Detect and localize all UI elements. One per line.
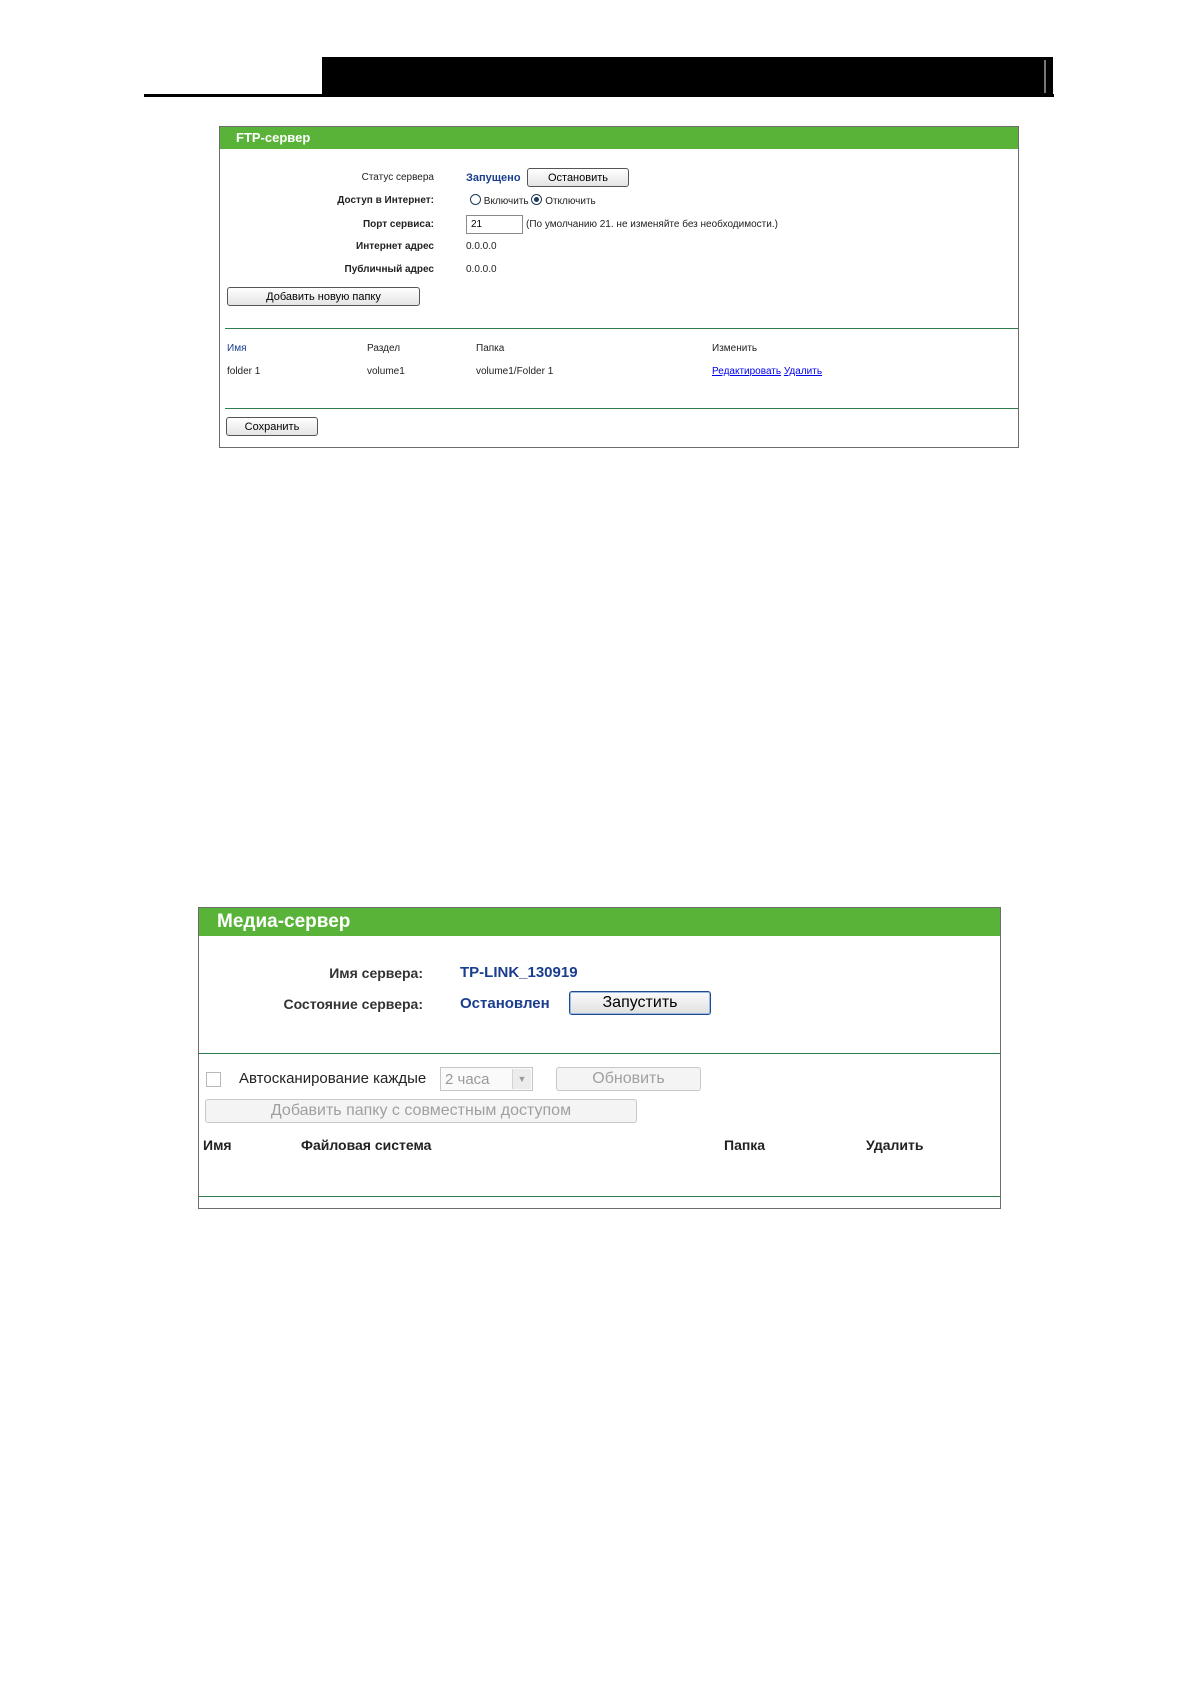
col-header-volume: Раздел [367, 343, 401, 354]
disable-radio-label[interactable]: Отключить [545, 196, 596, 207]
document-header-bar [322, 57, 1053, 96]
internet-address-value: 0.0.0.0 [466, 241, 497, 252]
media-col-header-filesystem: Файловая система [301, 1137, 432, 1153]
ftp-server-panel [219, 126, 1019, 448]
col-header-modify: Изменить [712, 343, 758, 354]
service-port-label: Порт сервиса: [362, 219, 434, 230]
media-panel-title: Медиа-сервер [199, 908, 1000, 936]
media-divider-bottom [199, 1196, 1000, 1197]
col-header-folder: Папка [476, 343, 505, 354]
media-col-header-name: Имя [203, 1137, 232, 1153]
internet-address-label: Интернет адрес [356, 241, 434, 252]
server-state-label: Состояние сервера: [283, 996, 423, 1012]
ftp-divider-bottom [225, 408, 1018, 409]
edit-link[interactable]: Редактировать [712, 366, 782, 377]
internet-access-radio-group [470, 194, 596, 207]
public-address-value: 0.0.0.0 [466, 264, 497, 275]
save-button[interactable]: Сохранить [226, 417, 318, 436]
autoscan-interval-select[interactable] [440, 1067, 533, 1091]
server-status-label: Статус сервера [361, 172, 434, 183]
enable-radio[interactable] [470, 194, 481, 205]
stop-server-button[interactable]: Остановить [527, 168, 629, 187]
media-col-header-folder: Папка [724, 1137, 766, 1153]
autoscan-checkbox[interactable] [206, 1072, 221, 1087]
ftp-divider-top [225, 328, 1018, 329]
server-status-value: Запущено [466, 172, 521, 184]
service-port-hint: (По умолчанию 21. не изменяйте без необходимости.) [526, 219, 778, 230]
autoscan-label: Автосканирование каждые [239, 1070, 427, 1087]
internet-access-label: Доступ в Интернет: [337, 195, 434, 206]
add-shared-folder-button[interactable]: Добавить папку с совместным доступом [205, 1099, 637, 1123]
media-divider-top [199, 1053, 1000, 1054]
media-server-panel [198, 907, 1001, 1209]
ftp-panel-title: FTP-сервер [220, 127, 1018, 149]
server-state-value: Остановлен [460, 995, 550, 1012]
server-name-label: Имя сервера: [329, 965, 423, 981]
start-server-button[interactable]: Запустить [569, 991, 711, 1015]
add-new-folder-button[interactable]: Добавить новую папку [227, 287, 420, 306]
col-header-name: Имя [227, 343, 247, 354]
header-rule [144, 94, 1054, 97]
autoscan-interval-value: 2 часа [445, 1071, 490, 1088]
delete-link[interactable]: Удалить [783, 366, 823, 377]
server-name-value: TP-LINK_130919 [460, 964, 578, 981]
media-col-header-delete: Удалить [866, 1137, 924, 1153]
row-folder: volume1/Folder 1 [476, 366, 554, 377]
row-volume: volume1 [367, 366, 405, 377]
enable-radio-label[interactable]: Включить [483, 196, 529, 207]
row-actions [712, 366, 822, 377]
row-name: folder 1 [227, 366, 261, 377]
chevron-down-icon: ▼ [512, 1069, 531, 1089]
public-address-label: Публичный адрес [344, 264, 434, 275]
header-bar-edge [1044, 60, 1046, 93]
disable-radio[interactable] [531, 194, 542, 205]
refresh-button[interactable]: Обновить [556, 1067, 701, 1091]
service-port-input[interactable] [466, 215, 523, 234]
